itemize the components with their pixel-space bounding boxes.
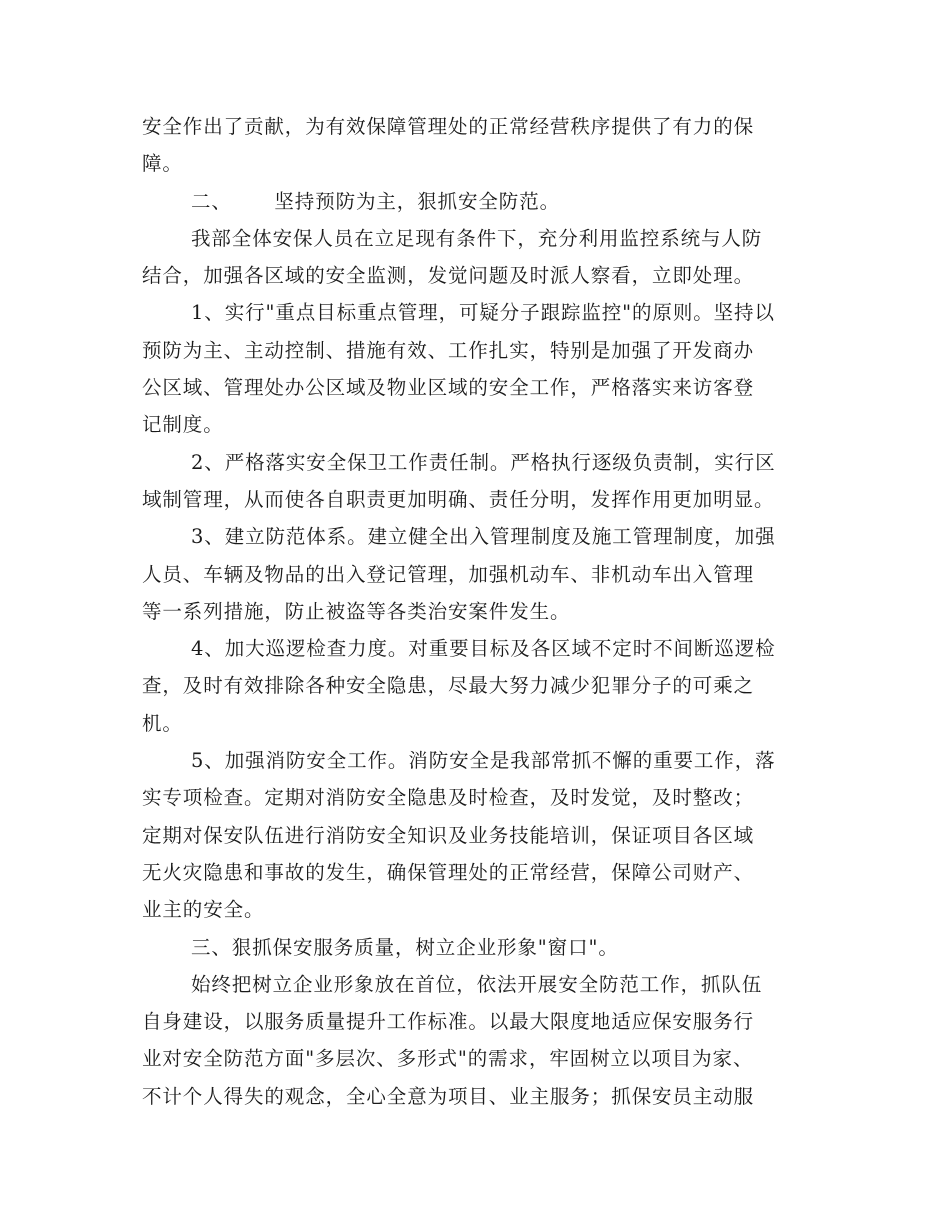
text-line: 人员、车辆及物品的出入登记管理，加强机动车、非机动车出入管理 xyxy=(142,562,755,586)
text-line: 业对安全防范方面"多层次、多形式"的需求，牢固树立以项目为家、 xyxy=(142,1047,754,1071)
text-line: 3、建立防范体系。建立健全出入管理制度及施工管理制度，加强 xyxy=(191,525,776,549)
text-line: 4、加大巡逻检查力度。对重要目标及各区域不定时不间断巡逻检 xyxy=(191,637,776,661)
text-line: 实专项检查。定期对消防安全隐患及时检查，及时发觉，及时整改； xyxy=(142,786,755,810)
text-line: 查，及时有效排除各种安全隐患，尽最大努力减少犯罪分子的可乘之 xyxy=(142,674,755,698)
text-line: 结合，加强各区域的安全监测，发觉问题及时派人察看，立即处理。 xyxy=(142,264,755,288)
text-line: 公区域、管理处办公区域及物业区域的安全工作，严格落实来访客登 xyxy=(142,376,755,400)
text-line: 无火灾隐患和事故的发生，确保管理处的正常经营，保障公司财产、 xyxy=(142,860,755,884)
text-line: 我部全体安保人员在立足现有条件下，充分利用监控系统与人防 xyxy=(191,226,763,250)
text-line: 始终把树立企业形象放在首位，依法开展安全防范工作，抓队伍 xyxy=(191,972,763,996)
text-line: 业主的安全。 xyxy=(142,898,265,922)
text-line: 2、严格落实安全保卫工作责任制。严格执行逐级负责制，实行区 xyxy=(191,450,776,474)
text-line: 三、狠抓保安服务质量，树立企业形象"窗口"。 xyxy=(191,935,619,959)
text-line: 5、加强消防安全工作。消防安全是我部常抓不懈的重要工作，落 xyxy=(191,749,776,773)
text-line: 记制度。 xyxy=(142,413,224,437)
text-line: 域制管理，从而使各自职责更加明确、责任分明，发挥作用更加明显。 xyxy=(142,487,775,511)
text-line: 机。 xyxy=(142,711,183,735)
text-line: 安全作出了贡献，为有效保障管理处的正常经营秩序提供了有力的保 xyxy=(142,115,755,138)
text-line: 自身建设，以服务质量提升工作标准。以最大限度地适应保安服务行 xyxy=(142,1010,755,1034)
text-line: 不计个人得失的观念，全心全意为项目、业主服务；抓保安员主动服 xyxy=(142,1084,755,1108)
text-line: 预防为主、主动控制、措施有效、工作扎实，特别是加强了开发商办 xyxy=(142,338,755,362)
text-line: 1、实行"重点目标重点管理，可疑分子跟踪监控"的原则。坚持以 xyxy=(191,301,775,325)
text-line: 二、 坚持预防为主，狠抓安全防范。 xyxy=(191,189,560,213)
document-body xyxy=(142,108,812,1115)
text-line: 定期对保安队伍进行消防安全知识及业务技能培训，保证项目各区域 xyxy=(142,823,755,847)
text-line: 等一系列措施，防止被盗等各类治安案件发生。 xyxy=(142,599,571,623)
text-line: 障。 xyxy=(142,152,183,176)
